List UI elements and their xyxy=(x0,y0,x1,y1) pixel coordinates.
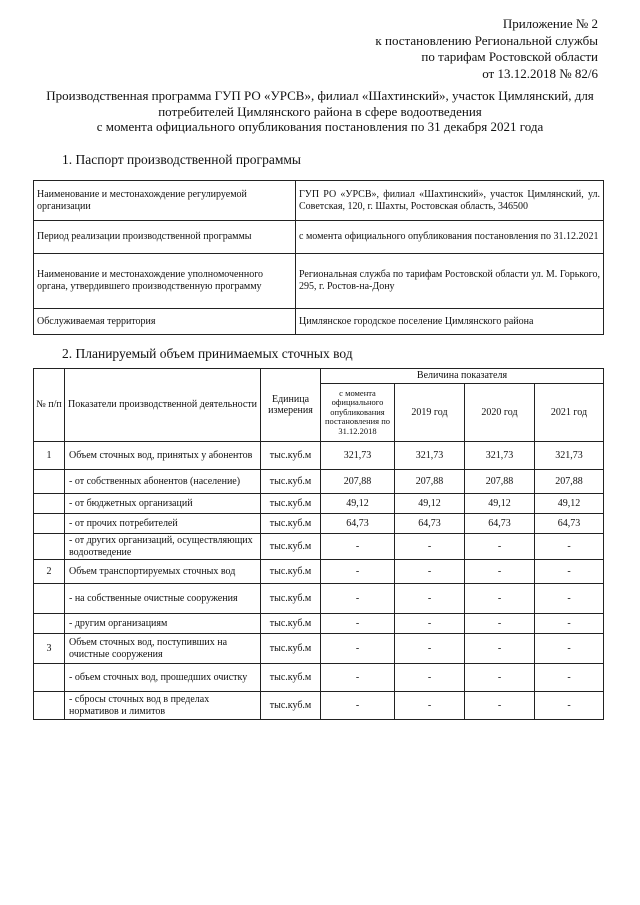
header-row xyxy=(34,369,604,384)
title-line-3: с момента официального опубликования постановления по 31 декабря 2021 года xyxy=(96,119,544,134)
passport-label: Период реализации производственной программы xyxy=(34,221,296,254)
row-value-2019: 49,12 xyxy=(395,494,465,514)
table-row xyxy=(34,494,604,514)
table-row xyxy=(34,534,604,560)
appendix-line-3: по тарифам Ростовской области xyxy=(421,49,598,64)
row-unit: тыс.куб.м xyxy=(261,584,321,614)
row-value-period-1: - xyxy=(321,534,395,560)
row-unit: тыс.куб.м xyxy=(261,514,321,534)
row-value-2019: 321,73 xyxy=(395,442,465,470)
table-row xyxy=(34,634,604,664)
row-value-2021: - xyxy=(535,560,604,584)
row-value-2021: - xyxy=(535,534,604,560)
row-value-2019: - xyxy=(395,534,465,560)
row-unit: тыс.куб.м xyxy=(261,442,321,470)
row-value-2021: 49,12 xyxy=(535,494,604,514)
passport-value: с момента официального опубликования постановления по 31.12.2021 xyxy=(296,221,604,254)
row-indicator: Объем сточных вод, принятых у абонентов xyxy=(65,442,261,470)
row-value-2020: 321,73 xyxy=(465,442,535,470)
row-value-2019: - xyxy=(395,692,465,720)
row-num: 3 xyxy=(34,634,65,664)
row-value-period-1: - xyxy=(321,614,395,634)
appendix-header xyxy=(375,16,598,82)
row-indicator: - от бюджетных организаций xyxy=(65,494,261,514)
header-indicator: Показатели производственной деятельности xyxy=(65,369,261,442)
row-value-period-1: - xyxy=(321,584,395,614)
passport-row xyxy=(34,221,604,254)
row-num xyxy=(34,514,65,534)
row-num xyxy=(34,664,65,692)
row-indicator: Объем сточных вод, поступивших на очистные сооружения xyxy=(65,634,261,664)
table-row xyxy=(34,584,604,614)
row-num: 1 xyxy=(34,442,65,470)
row-value-period-1: 64,73 xyxy=(321,514,395,534)
row-value-2021: 64,73 xyxy=(535,514,604,534)
title-line-1: Производственная программа ГУП РО «УРСВ», филиал «Шахтинский», участок Цимлянский, для xyxy=(46,88,594,103)
table-row xyxy=(34,664,604,692)
row-num xyxy=(34,494,65,514)
volumes-table xyxy=(33,368,604,720)
passport-label: Наименование и местонахождение регулируемой организации xyxy=(34,181,296,221)
row-value-2021: - xyxy=(535,614,604,634)
row-value-2019: - xyxy=(395,634,465,664)
appendix-line-1: Приложение № 2 xyxy=(502,16,598,31)
row-unit: тыс.куб.м xyxy=(261,470,321,494)
row-value-2020: - xyxy=(465,614,535,634)
table-row xyxy=(34,442,604,470)
row-value-2019: - xyxy=(395,614,465,634)
table-row xyxy=(34,470,604,494)
header-year-2019: 2019 год xyxy=(395,384,465,442)
passport-row xyxy=(34,181,604,221)
header-value-group: Величина показателя xyxy=(321,369,604,384)
row-unit: тыс.куб.м xyxy=(261,664,321,692)
row-indicator: - другим организациям xyxy=(65,614,261,634)
table-row xyxy=(34,692,604,720)
row-unit: тыс.куб.м xyxy=(261,634,321,664)
passport-row xyxy=(34,309,604,335)
row-indicator: - объем сточных вод, прошедших очистку xyxy=(65,664,261,692)
row-value-period-1: 207,88 xyxy=(321,470,395,494)
header-period-1: с момента официального опубликования постановления по 31.12.2018 xyxy=(321,384,395,442)
row-num xyxy=(34,534,65,560)
row-unit: тыс.куб.м xyxy=(261,494,321,514)
row-indicator: - сбросы сточных вод в пределах нормативов и лимитов xyxy=(65,692,261,720)
section-1-heading: 1. Паспорт производственной программы xyxy=(62,152,301,167)
row-unit: тыс.куб.м xyxy=(261,692,321,720)
row-value-2021: 207,88 xyxy=(535,470,604,494)
header-year-2021: 2021 год xyxy=(535,384,604,442)
passport-value: Цимлянское городское поселение Цимлянского района xyxy=(296,309,604,335)
row-value-2020: - xyxy=(465,584,535,614)
row-value-2021: - xyxy=(535,634,604,664)
row-value-2020: - xyxy=(465,692,535,720)
row-indicator: - от прочих потребителей xyxy=(65,514,261,534)
row-value-period-1: - xyxy=(321,692,395,720)
row-value-2020: - xyxy=(465,560,535,584)
row-value-2020: - xyxy=(465,534,535,560)
row-value-period-1: 49,12 xyxy=(321,494,395,514)
row-unit: тыс.куб.м xyxy=(261,614,321,634)
table-row xyxy=(34,614,604,634)
appendix-line-2: к постановлению Региональной службы xyxy=(375,32,598,48)
table-row xyxy=(34,514,604,534)
row-value-period-1: - xyxy=(321,634,395,664)
row-indicator: - от собственных абонентов (население) xyxy=(65,470,261,494)
row-value-2020: 207,88 xyxy=(465,470,535,494)
row-num xyxy=(34,470,65,494)
document-title xyxy=(18,88,622,135)
passport-row xyxy=(34,254,604,309)
row-unit: тыс.куб.м xyxy=(261,534,321,560)
row-value-2020: - xyxy=(465,634,535,664)
row-value-period-1: - xyxy=(321,560,395,584)
row-indicator: - на собственные очистные сооружения xyxy=(65,584,261,614)
row-value-2021: - xyxy=(535,692,604,720)
row-value-2021: - xyxy=(535,664,604,692)
row-num xyxy=(34,692,65,720)
title-line-2: потребителей Цимлянского района в сфере водоотведения xyxy=(158,103,482,119)
row-value-period-1: - xyxy=(321,664,395,692)
row-value-period-1: 321,73 xyxy=(321,442,395,470)
row-num xyxy=(34,584,65,614)
row-indicator: - от других организаций, осуществляющих водоотведение xyxy=(65,534,261,560)
header-num: № п/п xyxy=(34,369,65,442)
row-value-2021: - xyxy=(535,584,604,614)
row-value-2019: 207,88 xyxy=(395,470,465,494)
passport-table xyxy=(33,180,604,335)
row-unit: тыс.куб.м xyxy=(261,560,321,584)
section-2-heading: 2. Планируемый объем принимаемых сточных вод xyxy=(62,346,353,361)
row-value-2020: - xyxy=(465,664,535,692)
passport-value: Региональная служба по тарифам Ростовской области ул. М. Горького, 295, г. Ростов-на-Дону xyxy=(296,254,604,309)
passport-value: ГУП РО «УРСВ», филиал «Шахтинский», участок Цимлянский, ул. Советская, 120, г. Шахты, Ростовская область, 346500 xyxy=(296,181,604,221)
header-year-2020: 2020 год xyxy=(465,384,535,442)
row-value-2019: - xyxy=(395,560,465,584)
row-value-2019: - xyxy=(395,584,465,614)
row-num: 2 xyxy=(34,560,65,584)
appendix-line-4: от 13.12.2018 № 82/6 xyxy=(482,65,598,81)
row-value-2021: 321,73 xyxy=(535,442,604,470)
passport-label: Наименование и местонахождение уполномоченного органа, утвердившего производственную программу xyxy=(34,254,296,309)
row-num xyxy=(34,614,65,634)
header-unit: Единица измерения xyxy=(261,369,321,442)
row-value-2020: 49,12 xyxy=(465,494,535,514)
table-row xyxy=(34,560,604,584)
passport-label: Обслуживаемая территория xyxy=(34,309,296,335)
row-indicator: Объем транспортируемых сточных вод xyxy=(65,560,261,584)
row-value-2020: 64,73 xyxy=(465,514,535,534)
row-value-2019: - xyxy=(395,664,465,692)
row-value-2019: 64,73 xyxy=(395,514,465,534)
